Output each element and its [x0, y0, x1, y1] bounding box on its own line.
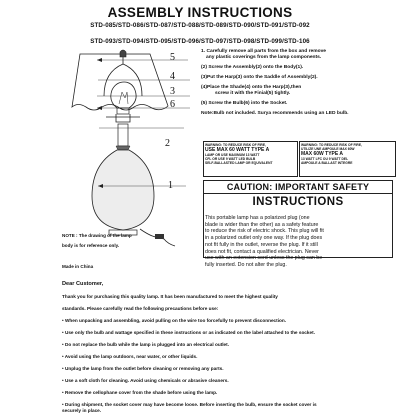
label-assembly: 2	[165, 138, 170, 149]
warning-left-line-2: USE MAX 60 WATT TYPE A	[205, 147, 296, 153]
model-numbers-line-1: STD-085/STD-086/STD-087/STD-088/STD-089/STD-090/STD-091/STD-092	[0, 22, 400, 29]
step-1a: 1. Carefully remove all parts from the box and remove	[201, 49, 397, 55]
warning-right-line-5: AMPOULE A BALLAST INTEGRE	[301, 161, 394, 165]
warning-right-line-4: 13 WATT LFC OU 9 WATT DEL	[301, 157, 394, 161]
caution-subheading: INSTRUCTIONS	[204, 196, 392, 208]
caution-line-7: use with an extension cord unless the plug can be	[205, 255, 392, 262]
letter-greeting: Dear Customer,	[62, 281, 103, 287]
lamp-body	[92, 150, 154, 235]
precaution-5: • Unplug the lamp from the outlet before cleaning or removing any parts.	[62, 366, 396, 372]
precaution-1: • When unpacking and assembling, avoid pulling on the wire too forcefully to prevent disconnection.	[62, 318, 396, 324]
bulb-note: Note:Bulb not included. Surya recommends using an LED bulb.	[201, 111, 379, 117]
caution-line-5: not fit fully in the outlet, reverse the plug. If it still	[205, 242, 392, 249]
step-1b: any plastic coverings from the lamp components.	[206, 55, 397, 61]
drawing-note-line-1: NOTE : The drawing of the lamp	[62, 233, 132, 239]
letter-body	[62, 294, 396, 414]
precaution-4: • Avoid using the lamp outdoors, near water, or other liquids.	[62, 354, 396, 360]
precaution-7: • Remove the cellophane cover from the shade before using the lamp.	[62, 390, 396, 396]
model-numbers-line-2: STD-093/STD-094/STD-095/STD-096/STD-097/STD-098/STD-099/STD-106	[0, 38, 400, 45]
warning-label-english	[203, 141, 298, 177]
warning-left-line-4: CFL OR USE 9 WATT LED BULB	[205, 157, 296, 161]
page-title: ASSEMBLY INSTRUCTIONS	[0, 5, 400, 20]
warning-left-line-5: SELF-BALLASTED LAMP OR EQUIVALENT	[205, 161, 296, 165]
letter-paragraph-line-2: standards. Please carefully read the following precautions before use:	[62, 306, 396, 312]
caution-line-3: to reduce the risk of electric shock. This plug will fit	[205, 228, 392, 235]
caution-line-4: in a polarized outlet only one way. If the plug does	[205, 235, 392, 242]
label-finial: 5	[170, 52, 175, 63]
warning-left-line-1: WARNING: TO REDUCE RISK OF FIRE,	[205, 143, 296, 147]
label-bulb: 6	[170, 99, 175, 110]
caution-line-1: This portable lamp has a polarized plug (one	[205, 215, 392, 222]
warning-left-line-3: LAMP OR USE MAXIMUM 13 WATT	[205, 153, 296, 157]
step-4a: (4)Place the Shade(4) onto the Harp(3),then	[201, 85, 397, 91]
warning-label-french	[299, 141, 396, 177]
precaution-6: • Use a soft cloth for cleaning. Avoid using chemicals or abrasive cleaners.	[62, 378, 396, 384]
warning-right-line-2: UTILIZE UNE AMPOULE MAX 60W	[301, 147, 394, 151]
finial	[120, 50, 126, 57]
drawing-note	[62, 233, 132, 249]
harp	[104, 57, 142, 96]
label-harp: 3	[170, 86, 175, 97]
precaution-3: • Do not replace the bulb while the lamp is plugged into an electrical outlet.	[62, 342, 396, 348]
step-5: (5) Screw the Bulb(6) into the Socket.	[201, 101, 397, 107]
light-bulb	[111, 82, 136, 114]
label-body: 1	[168, 180, 173, 191]
caution-heading: CAUTION: IMPORTANT SAFETY	[204, 182, 392, 192]
caution-line-8: fully inserted. Do not alter the plug.	[205, 262, 392, 269]
letter-paragraph-line-1: Thank you for purchasing this quality lamp. It has been manufactured to meet the highest quality	[62, 294, 396, 300]
warning-right-line-1: WARNING: TO REDUCE RISK OF FIRE,	[301, 143, 394, 147]
drawing-note-line-2: body is for reference only.	[62, 243, 132, 249]
assembly-steps	[201, 49, 397, 117]
step-3: (3)Put the Harp(3) onto the Saddle of Assembly(2).	[201, 75, 397, 81]
caution-line-2: blade is wider than the other) as a safety feature	[205, 222, 392, 229]
label-shade: 4	[170, 71, 175, 82]
precaution-8-continued: securely in place.	[62, 408, 396, 414]
lamp-shade	[72, 54, 168, 110]
warning-right-line-3: MAX 60W TYPE A	[301, 151, 394, 157]
precaution-2: • Use only the bulb and wattage specified in these instructions or as indicated on the label attached to the socket.	[62, 330, 396, 336]
made-in-label: Made in China	[62, 264, 93, 270]
step-2: (2) Screw the Assembly(2) onto the Body(1).	[201, 65, 397, 71]
socket-saddle	[106, 114, 140, 122]
precaution-8: • During shipment, the socket cover may have become loose. Before inserting the bulb, ensure the socket cover is	[62, 402, 396, 408]
caution-line-6: does not fit, contact a qualified electrician. Never	[205, 249, 392, 256]
neck-assembly	[118, 124, 128, 146]
step-4b: screw it with the Finial(5) tightly.	[215, 91, 397, 97]
caution-text	[205, 215, 392, 269]
